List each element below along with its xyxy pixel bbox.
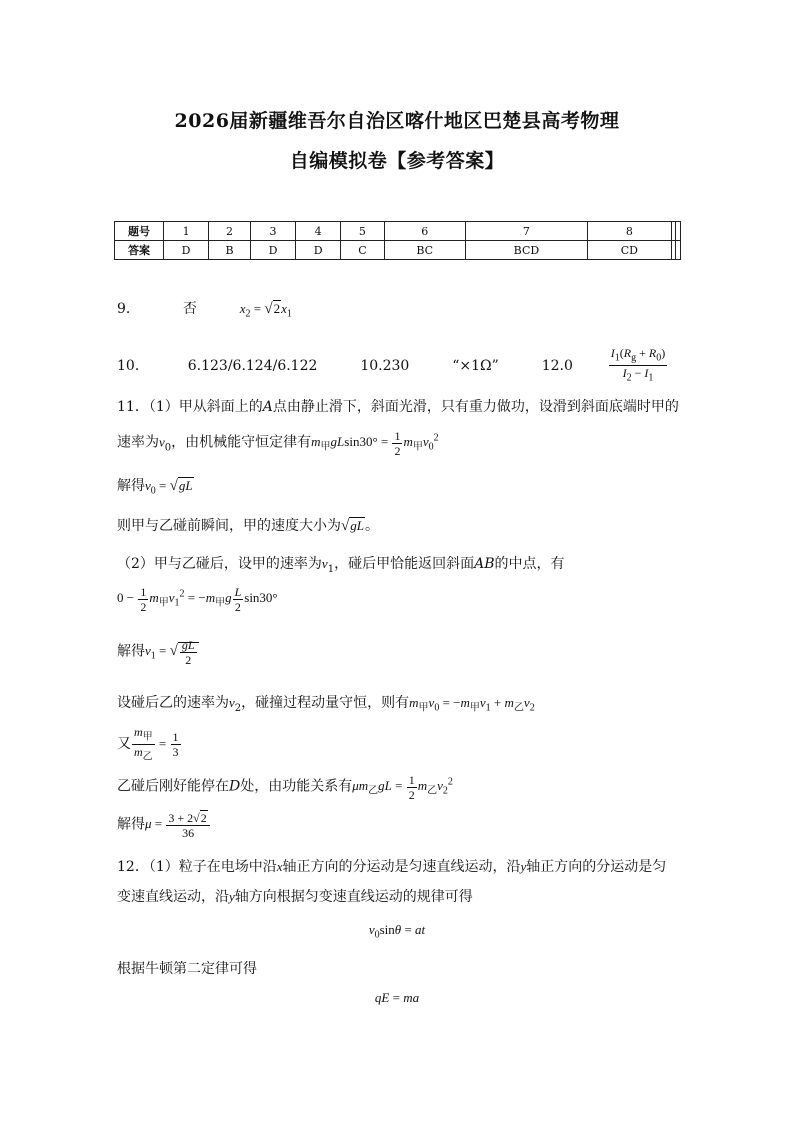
q11-result: 则甲与乙碰前瞬间，甲的速度大小为√gL。 <box>117 518 379 534</box>
q12-line-1: 12．（1）粒子在电场中沿x轴正方向的分运动是匀速直线运动，沿y轴正方向的分运动是匀 <box>117 859 667 875</box>
table-cell: D <box>164 241 209 260</box>
row-label-answers: 答案 <box>115 241 164 260</box>
q10-line <box>117 346 668 386</box>
table-cell: 1 <box>164 222 209 241</box>
q10-formula: $\frac{I_1(R_g + R_0)}{I_2 - I_1}$ <box>610 346 666 384</box>
q10-answer-1: 6.123/6.124/6.122 <box>187 357 318 374</box>
q11-solve-1: 解得$v_0 = √gL$ <box>117 478 193 497</box>
title-line-2: 自编模拟卷【参考答案】 <box>289 150 505 172</box>
q12-line-3: 根据牛顿第二定律可得 <box>117 961 257 977</box>
q10-number: 10． <box>117 357 149 374</box>
table-cell: 5 <box>341 222 384 241</box>
q11-line-3: （2）甲与乙碰后，设甲的速率为$v_1$，碰后甲恰能返回斜面AB的中点，有 <box>117 556 565 575</box>
q10-answer-4: 12.0 <box>541 357 573 374</box>
q11-line-2: 速率为$v_0$，由机械能守恒定律有$m_甲gLsin30^\circ$ = $\frac{1}{2}$ $m_甲v_0^2$ <box>117 429 439 458</box>
table-cell: CD <box>587 241 671 260</box>
q9-answer: 否 <box>182 301 197 317</box>
q11-equation-energy: 0 − $\frac{1}{2}$ $m_甲v_1^2 = -m_甲g$ $\frac{L}{2}$ sin30° <box>117 585 278 614</box>
table-cell: BCD <box>465 241 587 260</box>
table-cell: 8 <box>587 222 671 241</box>
table-cell: B <box>209 241 251 260</box>
q9-formula: $x_2 = √2x_1$ <box>239 301 292 320</box>
table-row-answers <box>115 241 681 260</box>
q11-line-1: 11．（1）甲从斜面上的A点由静止滑下，斜面光滑，只有重力做功，设滑到斜面底端时甲的 <box>117 399 679 415</box>
table-cell <box>676 222 681 241</box>
table-row-numbers <box>115 222 681 241</box>
table-cell: C <box>341 241 384 260</box>
row-label-numbers: 题号 <box>115 222 164 241</box>
table-cell: 3 <box>250 222 295 241</box>
q11-solve-2: 解得$v_1$ = √ $\frac{gL}{2}$ <box>117 638 199 667</box>
table-cell: 2 <box>209 222 251 241</box>
q10-answer-2: 10.230 <box>360 357 410 374</box>
table-cell <box>676 241 681 260</box>
answer-table <box>114 221 681 260</box>
table-cell: 7 <box>465 222 587 241</box>
q9-line <box>117 298 292 320</box>
table-cell: D <box>296 241 341 260</box>
table-cell: BC <box>384 241 465 260</box>
q11-line-4: 设碰后乙的速率为$v_2$，碰撞过程动量守恒，则有$m_甲v_0 = -m_甲v_1 + m_乙v_2$ <box>117 695 535 714</box>
table-cell: D <box>250 241 295 260</box>
q11-line-5: 乙碰后刚好能停在D处，由功能关系有$\mu m_乙gL$ = $\frac{1}{2}$ $m_乙v_2^2$ <box>117 773 453 802</box>
q12-equation-newton: qE = ma <box>374 990 420 1005</box>
q12-line-2: 变速直线运动，沿y轴方向根据匀变速直线运动的规律可得 <box>117 889 473 905</box>
title-line-1: 2026届新疆维吾尔自治区喀什地区巴楚县高考物理 <box>174 110 620 132</box>
table-cell: 4 <box>296 222 341 241</box>
q11-solve-3: 解得μ = $\frac{3 + 2√2}{36}$ <box>117 811 211 840</box>
q12-equation-kinematics: $v_0\sin\theta$ = at <box>368 922 426 941</box>
q10-answer-3: “×1Ω” <box>452 357 499 374</box>
q9-number: 9． <box>117 301 140 317</box>
q11-mass-ratio: 又 $\frac{m_甲}{m_乙}$ = $\frac{1}{3}$ <box>117 725 179 763</box>
table-cell: 6 <box>384 222 465 241</box>
